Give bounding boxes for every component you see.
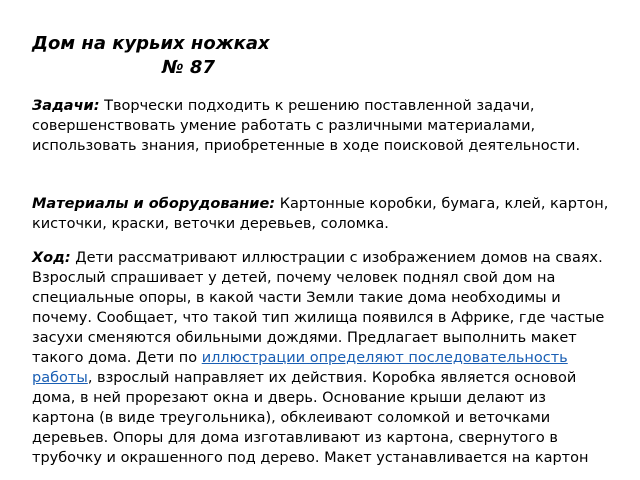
materials-text: Картонные коробки, бумага, клей, картон, кисточки, краски, веточки деревьев, соломка. [32, 196, 609, 232]
tasks-paragraph [32, 96, 612, 156]
tasks-text: Творчески подходить к решению поставленной задачи, совершенствовать умение работать с различными материалами, использовать знания, приобретенные в ходе поисковой деятельности. [32, 98, 581, 154]
progress-text-after-link: , взрослый направляет их действия. Коробка является основой дома, в ней прорезают окна и дверь. Основание крыши делают из картона (в виде треугольника), обклеивают соломкой и веточками деревьев. Опоры для дома изготавливают из картона, свернутого в трубочку и окрашенного под дерево. Макет устанавливается на картон [32, 370, 589, 466]
document-number: № 87 [162, 57, 215, 78]
progress-paragraph [32, 248, 612, 468]
illustrations-link[interactable]: иллюстрации определяют последовательность работы [32, 350, 568, 386]
materials-paragraph [32, 194, 612, 234]
document-title: Дом на курьих ножках [32, 33, 270, 54]
tasks-label: Задачи: [32, 98, 100, 114]
progress-label: Ход: [32, 250, 71, 266]
progress-text-before-link: Дети рассматривают иллюстрации с изображением домов на сваях. Взрослый спрашивает у детей, почему человек поднял свой дом на специальные опоры, в какой части Земли такие дома необходимы и почему. Сообщает, что такой тип жилища появился в Африке, где частые засухи сменяются обильными дождями. Предлагает выполнить макет такого дома. Дети по [32, 250, 605, 366]
materials-label: Материалы и оборудование: [32, 196, 276, 212]
